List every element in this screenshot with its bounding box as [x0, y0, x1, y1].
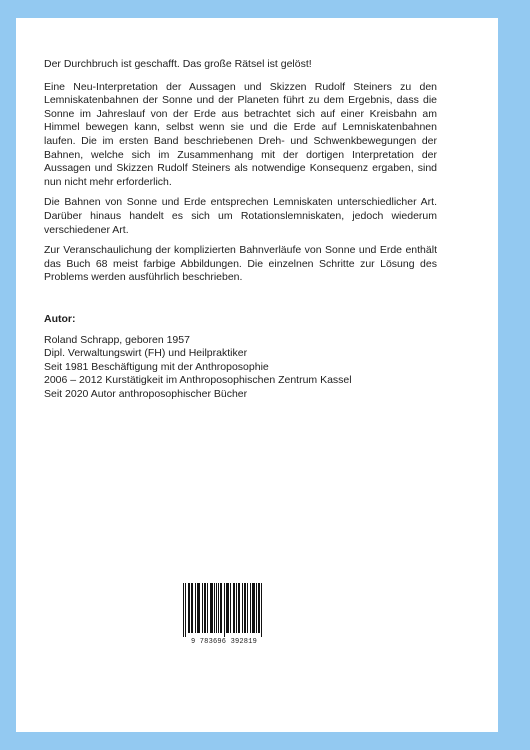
blurb-headline: Der Durchbruch ist geschafft. Das große Rätsel ist gelöst!	[44, 58, 312, 70]
barcode-bar	[254, 583, 255, 633]
blurb-paragraph-1: Eine Neu-Interpretation der Aussagen und Skizzen Rudolf Steiners zu den Lemniskatenbahnen der Sonne und der Planeten führt zu dem Ergebnis, dass die Sonne im Jahreslauf von der Erde aus betrachtet sich auf einer Kreisbahn am Himmel bewegen kann, selbst wenn sie und die Erde auf Lemniskatenbahnen laufen. Die im ersten Band beschriebenen Dreh- und Schwenkbewegungen der Bahnen, welche sich im Zusammenhang mit der dortigen Interpretation der Aussagen und Skizzen Rudolf Steiners als notwendige Konsequenz ergaben, sind nun nicht mehr erforderlich.	[44, 80, 437, 188]
barcode-bar	[250, 583, 251, 633]
barcode-bar	[245, 583, 246, 633]
author-line-4: 2006 – 2012 Kurstätigkeit im Anthroposophischen Zentrum Kassel	[44, 374, 352, 387]
barcode-bar	[242, 583, 243, 633]
barcode-bar	[188, 583, 189, 633]
blurb-paragraph-3: Zur Veranschaulichung der komplizierten Bahnverläufe von Sonne und Erde enthält das Buch 68 meist farbige Abbildungen. Die einzelnen Schritte zur Lösung des Problems werden ausführlich beschrieben.	[44, 244, 437, 284]
barcode-bar	[258, 583, 259, 633]
barcode-bar	[247, 583, 248, 633]
barcode-bar	[207, 583, 208, 633]
barcode-bar	[189, 583, 190, 633]
barcode-bar	[226, 583, 227, 633]
barcode-bar	[212, 583, 213, 633]
author-section	[44, 313, 437, 402]
barcode-bar	[205, 583, 206, 633]
barcode-bar	[191, 583, 192, 633]
barcode-bar	[227, 583, 228, 633]
barcode-bar	[199, 583, 200, 633]
barcode-bar	[195, 583, 196, 633]
barcode-bar	[220, 583, 221, 633]
barcode-bars	[183, 583, 265, 637]
barcode-bar	[204, 583, 205, 633]
barcode-bar	[221, 583, 222, 633]
barcode-bar	[234, 583, 235, 633]
barcode-bar	[239, 583, 240, 633]
barcode-bar	[253, 583, 254, 633]
author-heading: Autor:	[44, 313, 76, 325]
barcode-bar	[218, 583, 219, 633]
isbn-digits: 9 783696 392819	[190, 638, 257, 646]
barcode-bar	[183, 583, 184, 637]
barcode-bar	[244, 583, 245, 633]
barcode-bar	[198, 583, 199, 633]
barcode-bar	[230, 583, 231, 633]
barcode-bar	[214, 583, 215, 633]
barcode-bar	[233, 583, 234, 633]
barcode-bar	[261, 583, 262, 637]
barcode-bar	[238, 583, 239, 633]
barcode-bar	[185, 583, 186, 637]
barcode-bar	[256, 583, 257, 633]
barcode-bar	[202, 583, 203, 633]
barcode-bar	[197, 583, 198, 633]
author-line-3: Seit 1981 Beschäftigung mit der Anthroposophie	[44, 360, 269, 373]
author-line-5: Seit 2020 Autor anthroposophischer Bücher	[44, 387, 248, 400]
barcode-bar	[228, 583, 229, 633]
barcode-bar	[216, 583, 217, 633]
author-line-1: Roland Schrapp, geboren 1957	[44, 333, 190, 346]
barcode-bar	[252, 583, 253, 633]
blurb-text	[44, 58, 437, 292]
barcode-bar	[192, 583, 193, 633]
blurb-paragraph-2: Die Bahnen von Sonne und Erde entsprechen Lemniskaten unterschiedlicher Art. Darüber hinaus handelt es sich um Rotationslemniskaten, jedoch wiederum verschiedener Art.	[44, 196, 437, 236]
barcode-bar	[210, 583, 211, 633]
barcode-bar	[211, 583, 212, 633]
barcode-bar	[259, 583, 260, 633]
author-line-2: Dipl. Verwaltungswirt (FH) und Heilpraktiker	[44, 347, 248, 360]
isbn-barcode	[183, 583, 265, 649]
barcode-bar	[236, 583, 237, 633]
barcode-bar	[224, 583, 225, 637]
